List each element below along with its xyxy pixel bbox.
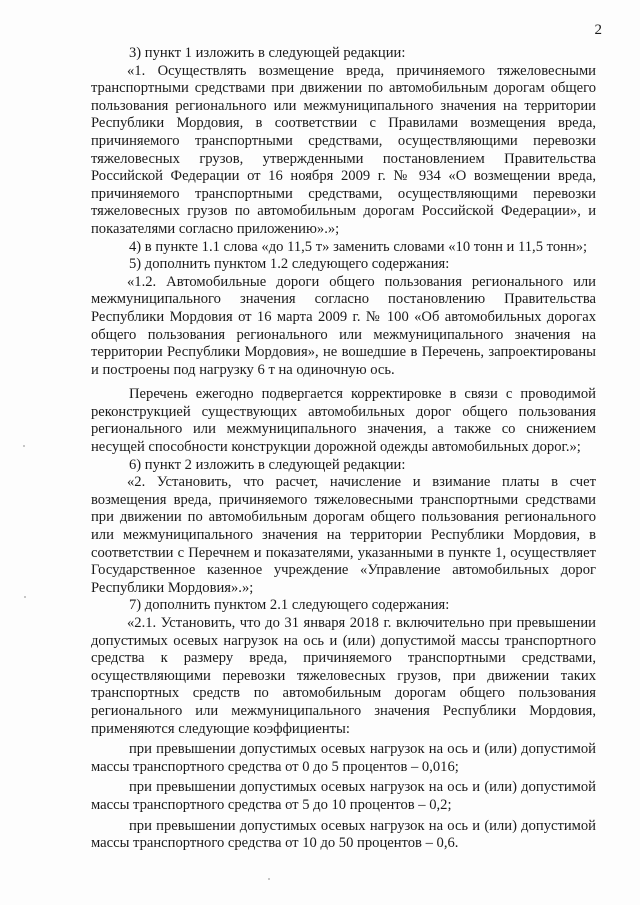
paragraph-quote-1: «1. Осуществлять возмещение вреда, причиняемого тяжеловесными транспортными средствами при движении по автомобильным дорогам общего пользования регионального или межмуниципального значения на территории Республики Мордовия, в соответствии с Правилами возмещения вреда, причиняемого транспортными средствами, осуществляющими перевозки тяжеловесных грузов, утвержденными постановлением Правительства Российской Федерации от 16 ноября 2009 г. № 934 «О возмещении вреда, причиняемого транспортными средствами, осуществляющими перевозки тяжеловесных грузов по автомобильным дорогам Российской Федерации», и показателями согласно приложению».»; [91,62,596,237]
page-number: 2 [594,22,602,38]
paragraph-coef-2: при превышении допустимых осевых нагрузок на ось и (или) допустимой массы транспортного средства от 5 до 10 процентов – 0,2; [91,779,596,813]
paragraph-item-4: 4) в пункте 1.1 слова «до 11,5 т» заменить словами «10 тонн и 11,5 тонн»; [129,238,588,255]
paragraph-quote-2: «2. Установить, что расчет, начисление и взимание платы в счет возмещения вреда, причиняемого тяжеловесными транспортными средствами при движении по автомобильным дорогам общего пользования регионального или межмуниципального значения на территории Республики Мордовия, в соответствии с Перечнем и показателями, указанными в пункте 1, осуществляет Государственное казенное учреждение «Управление автомобильных дорог Республики Мордовия».»; [91,474,596,596]
paragraph-coef-3: при превышении допустимых осевых нагрузок на ось и (или) допустимой массы транспортного средства от 10 до 50 процентов – 0,6. [91,817,596,852]
paragraph-quote-2-1: «2.1. Установить, что до 31 января 2018 г. включительно при превышении допустимых осевых нагрузок на ось и (или) допустимой массы транспортного средства к размеру вреда, причиняемого транспортными средствами, осуществляющими перевозки тяжеловесных грузов, при движении таких транспортных средств по автомобильным дорогам общего пользования регионального или межмуниципального значения Республики Мордовия, применяются следующие коэффициенты: [91,615,596,737]
paragraph-item-7: 7) дополнить пунктом 2.1 следующего содержания: [129,597,450,614]
paragraph-item-3: 3) пункт 1 изложить в следующей редакции: [129,45,406,61]
scan-speck [23,445,25,447]
scan-speck [24,596,26,598]
paragraph-coef-1: при превышении допустимых осевых нагрузок на ось и (или) допустимой массы транспортного средства от 0 до 5 процентов – 0,016; [91,741,596,775]
paragraph-list-correction: Перечень ежегодно подвергается корректировке в связи с проводимой реконструкцией существующих автомобильных дорог общего пользования регионального или межмуниципального значения, а также со снижением несущей способности конструкции дорожной одежды автомобильных дорог.»; [91,386,596,456]
document-body [91,45,596,853]
scan-speck [268,878,270,880]
paragraph-item-6: 6) пункт 2 изложить в следующей редакции: [129,456,406,473]
paragraph-item-5: 5) дополнить пунктом 1.2 следующего содержания: [129,256,450,273]
paragraph-quote-1-2: «1.2. Автомобильные дороги общего пользования регионального или межмуниципального значения согласно постановлению Правительства Республики Мордовия от 16 марта 2009 г. № 100 «Об автомобильных дорогах общего пользования регионального или межмуниципального значения на территории Республики Мордовия», не вошедшие в Перечень, запроектированы и построены под нагрузку 6 т на одиночную ось. [91,273,596,378]
